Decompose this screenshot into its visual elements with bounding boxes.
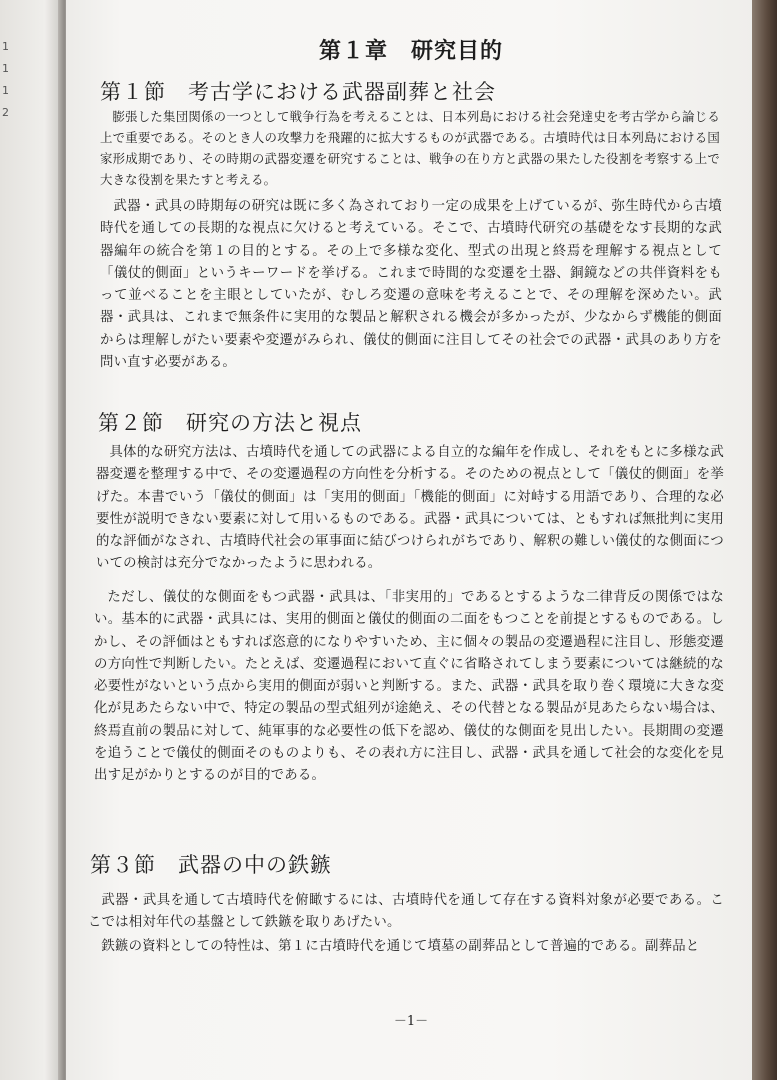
paragraph-1-2: 武器・武具の時期毎の研究は既に多く為されており一定の成果を上げているが、弥生時代から古墳時代を通しての長期的な視点に欠けると考えている。そこで、古墳時代研究の基礎をなす長期的な武器編年の統合を第１の目的とする。その上で多様な変化、型式の出現と終焉を理解する視点として「儀仗的側面」というキーワードを挙げる。これまで時間的な変遷を土器、銅鏡などの共伴資料をもって並べることを主眼としていたが、むしろ変遷の意味を考えることで、その理解を深めたい。武器・武具は、これまで無条件に実用的な製品と解釈される機会が多かったが、少なからず機能的側面からは理解しがたい要素や変遷がみられ、儀仗的側面に注目してその社会での武器・武具のあり方を問い直す必要がある。 xyxy=(100,199,722,371)
chapter-title: 第１章 研究目的 xyxy=(318,38,503,64)
background-edge xyxy=(752,0,777,1080)
left-page-fragment: 1 xyxy=(2,40,9,53)
paragraph-2-1: 具体的な研究方法は、古墳時代を通しての武器による自立的な編年を作成し、それをもとに多様な武器変遷を整理する中で、その変遷過程の方向性を分析する。そのための視点として「儀仗的側面」を挙げた。本書でいう「儀仗的側面」は「実用的側面」「機能的側面」に対峙する用語であり、合理的な必要性が説明できない要素に対して用いるものである。武器・武具については、ともすれば無批判に実用的な評価がなされ、古墳時代社会の軍事面に結びつけられがちであり、解釈の難しい儀仗的な側面についての検討は充分でなかったように思われる。 xyxy=(96,445,724,572)
document-page xyxy=(66,0,756,1080)
paragraph-1-1: 膨張した集団関係の一つとして戦争行為を考えることは、日本列島における社会発達史を考古学から論じる上で重要である。そのとき人の攻撃力を飛躍的に拡大するものが武器である。古墳時代は日本列島における国家形成期であり、その時期の武器変遷を研究することは、戦争の在り方と武器の果たした役割を考察する上で大きな役割を果たすと考える。 xyxy=(100,109,720,187)
page-number: －1－ xyxy=(393,1014,429,1029)
left-page-fragment: 2 xyxy=(2,106,9,119)
left-page-fragment: 1 xyxy=(2,62,9,75)
left-page-edge xyxy=(0,0,64,1080)
section-heading-1: 第１節 考古学における武器副葬と社会 xyxy=(100,80,496,104)
paragraph-3-1: 武器・武具を通して古墳時代を俯瞰するには、古墳時代を通して存在する資料対象が必要である。ここでは相対年代の基盤として鉄鏃を取りあげたい。 xyxy=(88,893,724,931)
paragraph-2-2: ただし、儀仗的な側面をもつ武器・武具は、「非実用的」であるとするような二律背反の関係ではない。基本的に武器・武具には、実用的側面と儀仗的側面の二面をもつことを前提とするものである。しかし、その評価はともすれば恣意的になりやすいため、主に個々の製品の変遷過程に注目し、形態変遷の方向性で判断したい。たとえば、変遷過程において直ぐに省略されてしまう要素については継続的な必要性がないという点から実用的側面が弱いと判断する。また、武器・武具を取り巻く環境に大きな変化が見あたらない中で、特定の製品の型式組列が途絶え、その代替となる製品が見あたらない場合は、終焉直前の製品に対して、純軍事的な必要性の低下を認め、儀仗的な側面を見出したい。長期間の変遷を追うことで儀仗的側面そのものよりも、その表れ方に注目し、武器・武具を通して社会的な変化を見出す足がかりとするのが目的である。 xyxy=(94,590,724,784)
section-heading-3: 第３節 武器の中の鉄鏃 xyxy=(90,853,332,877)
section-heading-2: 第２節 研究の方法と視点 xyxy=(98,411,362,435)
left-page-fragment: 1 xyxy=(2,84,9,97)
paragraph-3-2: 鉄鏃の資料としての特性は、第１に古墳時代を通じて墳墓の副葬品として普遍的である。副葬品と xyxy=(101,939,700,954)
